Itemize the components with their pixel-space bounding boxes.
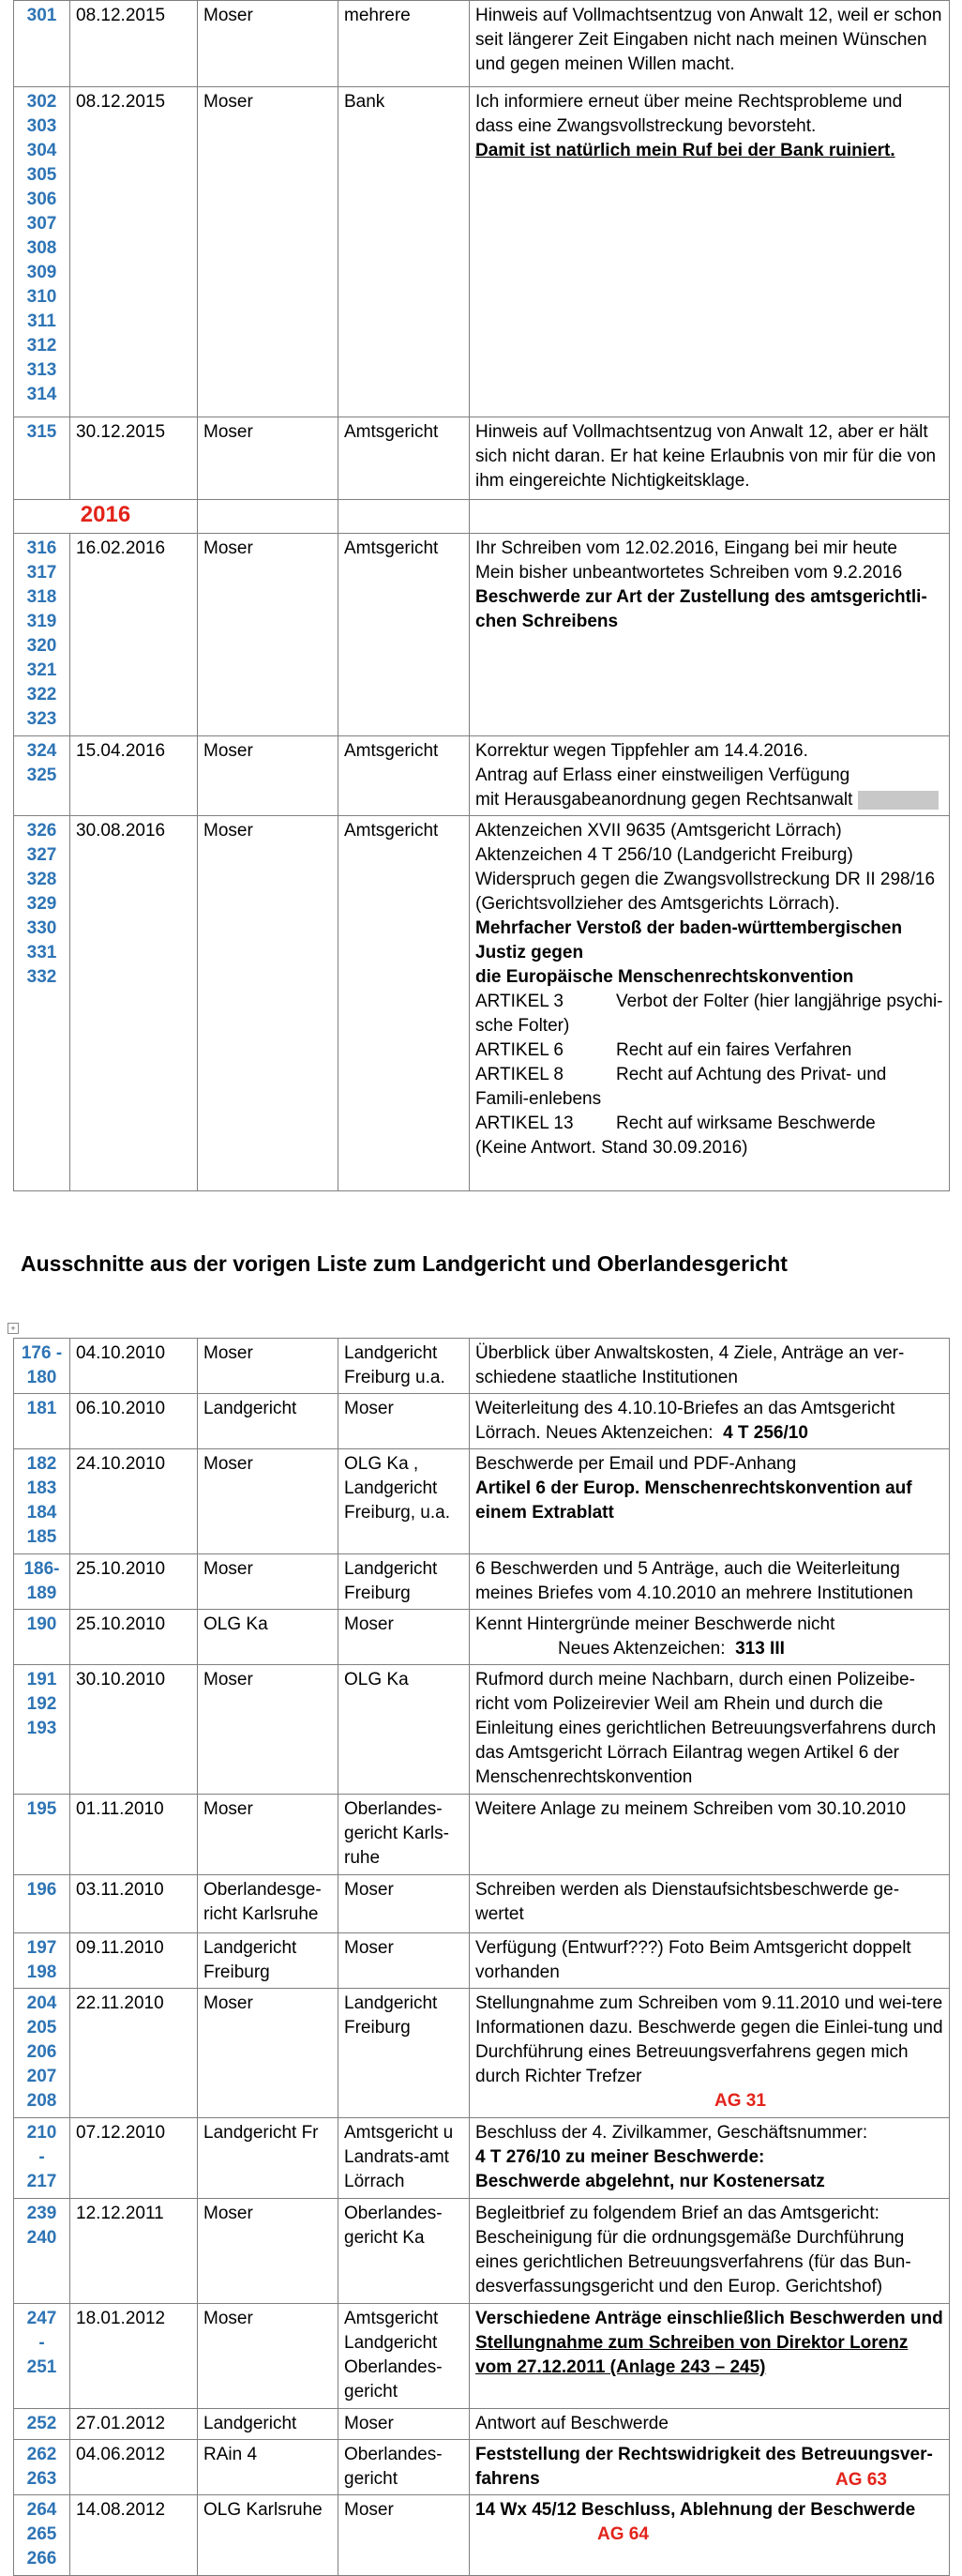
entry-recipient: Amtsgericht Landgericht Oberlandes-gericht xyxy=(338,2304,470,2409)
entry-number: 315 xyxy=(14,417,70,500)
entry-date: 14.08.2012 xyxy=(70,2495,198,2576)
year-label: 2016 xyxy=(14,500,198,534)
entry-date: 04.06.2012 xyxy=(70,2440,198,2495)
entry-recipient: Moser xyxy=(338,1875,470,1933)
entry-date: 27.01.2012 xyxy=(70,2409,198,2440)
entry-content: Hinweis auf Vollmachtsentzug von Anwalt 12, weil er schon seit längerer Zeit Eingaben nicht nach meinen Wünschen und gegen meinen Willen macht. xyxy=(470,1,950,87)
entry-date: 08.12.2015 xyxy=(70,1,198,87)
entry-number: 262 263 xyxy=(14,2440,70,2495)
table-row xyxy=(14,1610,950,1665)
entry-number: 204 205 206 207 208 xyxy=(14,1989,70,2118)
entry-content: Ich informiere erneut über meine Rechtsprobleme und dass eine Zwangsvollstreckung bevorsteht. Damit ist natürlich mein Ruf bei der Bank ruiniert. xyxy=(470,87,950,417)
entry-recipient: Landgericht Freiburg xyxy=(338,1554,470,1610)
table-row xyxy=(14,2409,950,2440)
entry-number: 326 327 328 329 330 331 332 xyxy=(14,816,70,1191)
entry-date: 15.04.2016 xyxy=(70,736,198,816)
empty-cell xyxy=(338,500,470,534)
entry-sender: Moser xyxy=(198,1449,338,1554)
entry-content: Weiterleitung des 4.10.10-Briefes an das Amtsgericht Lörrach. Neues Aktenzeichen: 4 T 256/10 xyxy=(470,1394,950,1449)
entry-sender: Oberlandesge-richt Karlsruhe xyxy=(198,1875,338,1933)
entry-sender: Moser xyxy=(198,1665,338,1795)
table-row xyxy=(14,1795,950,1875)
table-move-handle-icon[interactable]: + xyxy=(8,1323,19,1334)
entry-number: 197 198 xyxy=(14,1933,70,1989)
entry-number: 301 xyxy=(14,1,70,87)
empty-cell xyxy=(198,500,338,534)
register-table-2015-2016 xyxy=(13,0,950,1191)
entry-date: 22.11.2010 xyxy=(70,1989,198,2118)
entry-recipient: Amtsgericht xyxy=(338,736,470,816)
entry-number: 252 xyxy=(14,2409,70,2440)
entry-date: 01.11.2010 xyxy=(70,1795,198,1875)
article-line: ARTIKEL 3 Verbot der Folter (hier langjährige psychi-sche Folter) xyxy=(475,992,943,1036)
entry-date: 16.02.2016 xyxy=(70,534,198,736)
entry-content: Antwort auf Beschwerde xyxy=(470,2409,950,2440)
article-line: ARTIKEL 8 Recht auf Achtung des Privat- und Famili-enlebens xyxy=(475,1065,887,1109)
entry-date: 30.10.2010 xyxy=(70,1665,198,1795)
entry-recipient: Moser xyxy=(338,1610,470,1665)
entry-sender: Moser xyxy=(198,1,338,87)
entry-content: Hinweis auf Vollmachtsentzug von Anwalt 12, aber er hält sich nicht daran. Er hat keine Erlaubnis von mir für die von ihm eingereichte Nichtigkeitsklage. xyxy=(470,417,950,500)
entry-sender: Moser xyxy=(198,87,338,417)
entry-content: Rufmord durch meine Nachbarn, durch einen Polizeibe-richt vom Polizeirevier Weil am Rhein und durch die Einleitung eines gerichtlichen Betreuungsverfahrens durch das Amtsgericht Lörrach Eilantrag wegen Artikel 6 der Menschenrechtskonvention xyxy=(470,1665,950,1795)
entry-sender: OLG Ka xyxy=(198,1610,338,1665)
article-line: ARTIKEL 6 Recht auf ein faires Verfahren xyxy=(475,1040,852,1060)
entry-recipient: Moser xyxy=(338,1933,470,1989)
entry-recipient: Landgericht Freiburg u.a. xyxy=(338,1339,470,1394)
table-row xyxy=(14,2118,950,2199)
entry-recipient: Moser xyxy=(338,2409,470,2440)
entry-recipient: OLG Ka xyxy=(338,1665,470,1795)
entry-content: Ihr Schreiben vom 12.02.2016, Eingang bei mir heute Mein bisher unbeantwortetes Schreiben vom 9.2.2016 Beschwerde zur Art der Zustellung des amtsgerichtli-chen Schreibens xyxy=(470,534,950,736)
year-separator-row xyxy=(14,500,950,534)
entry-number: 324 325 xyxy=(14,736,70,816)
table-row xyxy=(14,1665,950,1795)
entry-date: 25.10.2010 xyxy=(70,1610,198,1665)
table-row xyxy=(14,1933,950,1989)
table-row xyxy=(14,736,950,816)
entry-sender: Landgericht xyxy=(198,2409,338,2440)
table-row xyxy=(14,87,950,417)
annex-tag: AG 64 xyxy=(597,2524,649,2544)
entry-content: Kennt Hintergründe meiner Beschwerde nicht Neues Aktenzeichen: 313 III xyxy=(470,1610,950,1665)
entry-sender: Moser xyxy=(198,1989,338,2118)
entry-recipient: Landgericht Freiburg xyxy=(338,1989,470,2118)
entry-date: 30.08.2016 xyxy=(70,816,198,1191)
entry-recipient: Amtsgericht xyxy=(338,816,470,1191)
entry-sender: Landgericht xyxy=(198,1394,338,1449)
entry-sender: Moser xyxy=(198,816,338,1191)
entry-date: 03.11.2010 xyxy=(70,1875,198,1933)
entry-number: 302 303 304 305 306 307 308 309 310 311 312 313 314 xyxy=(14,87,70,417)
entry-content: Beschwerde per Email und PDF-Anhang Artikel 6 der Europ. Menschenrechtskonvention auf einem Extrablatt xyxy=(470,1449,950,1554)
table-row xyxy=(14,1449,950,1554)
entry-content: Feststellung der Rechtswidrigkeit des Betreuungsver-fahrens AG 63 xyxy=(470,2440,950,2495)
annex-tag: AG 63 xyxy=(835,2470,887,2490)
entry-content: Weitere Anlage zu meinem Schreiben vom 30.10.2010 xyxy=(470,1795,950,1875)
table-row xyxy=(14,1,950,87)
entry-recipient: Bank xyxy=(338,87,470,417)
entry-date: 04.10.2010 xyxy=(70,1339,198,1394)
entry-recipient: Oberlandes-gericht Ka xyxy=(338,2199,470,2304)
entry-sender: Moser xyxy=(198,417,338,500)
entry-number: 210 - 217 xyxy=(14,2118,70,2199)
entry-sender: Moser xyxy=(198,534,338,736)
entry-sender: Moser xyxy=(198,736,338,816)
entry-number: 196 xyxy=(14,1875,70,1933)
annex-tag: AG 31 xyxy=(714,2091,766,2111)
entry-recipient: Amtsgericht xyxy=(338,534,470,736)
entry-content: Verschiedene Anträge einschließlich Beschwerden und Stellungnahme zum Schreiben von Direktor Lorenz vom 27.12.2011 (Anlage 243 – 245) xyxy=(470,2304,950,2409)
entry-recipient: mehrere xyxy=(338,1,470,87)
table-row xyxy=(14,1989,950,2118)
table-row xyxy=(14,2304,950,2409)
entry-sender: RAin 4 xyxy=(198,2440,338,2495)
table-row xyxy=(14,1394,950,1449)
entry-date: 12.12.2011 xyxy=(70,2199,198,2304)
entry-content: Verfügung (Entwurf???) Foto Beim Amtsgericht doppelt vorhanden xyxy=(470,1933,950,1989)
entry-recipient: Amtsgericht u Landrats-amt Lörrach xyxy=(338,2118,470,2199)
entry-sender: Moser xyxy=(198,2199,338,2304)
entry-content: Schreiben werden als Dienstaufsichtsbeschwerde ge-wertet xyxy=(470,1875,950,1933)
table-row xyxy=(14,1339,950,1394)
entry-number: 191 192 193 xyxy=(14,1665,70,1795)
entry-number: 176 - 180 xyxy=(14,1339,70,1394)
table-row xyxy=(14,2440,950,2495)
entry-content: Stellungnahme zum Schreiben vom 9.11.2010 und wei-tere Informationen dazu. Beschwerde gegen die Einlei-tung und Durchführung eines Betreuungsverfahrens gegen mich durch Richter Trefzer AG 31 xyxy=(470,1989,950,2118)
entry-number: 186- 189 xyxy=(14,1554,70,1610)
entry-recipient: Oberlandes-gericht Karls-ruhe xyxy=(338,1795,470,1875)
entry-recipient: Oberlandes-gericht xyxy=(338,2440,470,2495)
entry-date: 07.12.2010 xyxy=(70,2118,198,2199)
table-row xyxy=(14,1554,950,1610)
entry-date: 09.11.2010 xyxy=(70,1933,198,1989)
register-table-landgericht-olg xyxy=(13,1338,950,2576)
entry-sender: Landgericht Fr xyxy=(198,2118,338,2199)
entry-recipient: Moser xyxy=(338,2495,470,2576)
entry-content: Korrektur wegen Tippfehler am 14.4.2016. Antrag auf Erlass einer einstweiligen Verfügung mit Herausgabeanordnung gegen Rechtsanwalt xyxy=(470,736,950,816)
table-row xyxy=(14,417,950,500)
entry-sender: Moser xyxy=(198,1554,338,1610)
empty-cell xyxy=(470,500,950,534)
entry-date: 18.01.2012 xyxy=(70,2304,198,2409)
entry-number: 182 183 184 185 xyxy=(14,1449,70,1554)
entry-content: Überblick über Anwaltskosten, 4 Ziele, Anträge an ver-schiedene staatliche Institutionen xyxy=(470,1339,950,1394)
entry-sender: Moser xyxy=(198,2304,338,2409)
entry-recipient: OLG Ka , Landgericht Freiburg, u.a. xyxy=(338,1449,470,1554)
entry-date: 25.10.2010 xyxy=(70,1554,198,1610)
table-row xyxy=(14,1875,950,1933)
table-row xyxy=(14,534,950,736)
table-row xyxy=(14,816,950,1191)
entry-number: 181 xyxy=(14,1394,70,1449)
entry-sender: Landgericht Freiburg xyxy=(198,1933,338,1989)
redacted-name xyxy=(858,791,939,810)
entry-content: 6 Beschwerden und 5 Anträge, auch die Weiterleitung meines Briefes vom 4.10.2010 an mehrere Institutionen xyxy=(470,1554,950,1610)
entry-recipient: Amtsgericht xyxy=(338,417,470,500)
entry-date: 30.12.2015 xyxy=(70,417,198,500)
entry-recipient: Moser xyxy=(338,1394,470,1449)
entry-sender: Moser xyxy=(198,1339,338,1394)
entry-date: 06.10.2010 xyxy=(70,1394,198,1449)
entry-sender: Moser xyxy=(198,1795,338,1875)
entry-number: 264 265 266 xyxy=(14,2495,70,2576)
entry-date: 24.10.2010 xyxy=(70,1449,198,1554)
entry-number: 195 xyxy=(14,1795,70,1875)
entry-content: Aktenzeichen XVII 9635 (Amtsgericht Lörrach) Aktenzeichen 4 T 256/10 (Landgericht Freiburg) Widerspruch gegen die Zwangsvollstreckung DR II 298/16 (Gerichtsvollzieher des Amtsgerichts Lörrach). Mehrfacher Verstoß der baden-württembergischen Justiz gegen die Europäische Menschenrechtskonvention ARTIKEL 3 Verbot der Folter (hier langjährige psychi-sche Folter) ARTIKEL 6 Recht auf ein faires Verfahren ARTIKEL 8 Recht auf Achtung des Privat- und Famili-enlebens ARTIKEL 13 Recht auf wirksame Beschwerde (Keine Antwort. Stand 30.09.2016) xyxy=(470,816,950,1191)
entry-number: 190 xyxy=(14,1610,70,1665)
entry-sender: OLG Karlsruhe xyxy=(198,2495,338,2576)
entry-number: 247 - 251 xyxy=(14,2304,70,2409)
entry-content: Beschluss der 4. Zivilkammer, Geschäftsnummer: 4 T 276/10 zu meiner Beschwerde: Beschwerde abgelehnt, nur Kostenersatz xyxy=(470,2118,950,2199)
entry-number: 239 240 xyxy=(14,2199,70,2304)
article-line: ARTIKEL 13 Recht auf wirksame Beschwerde xyxy=(475,1114,876,1133)
entry-content: Begleitbrief zu folgendem Brief an das Amtsgericht: Bescheinigung für die ordnungsgemäße Durchführung eines gerichtlichen Betreuungsverfahrens (für das Bun-desverfassungsgericht und den Europ. Gerichtshof) xyxy=(470,2199,950,2304)
entry-content: 14 Wx 45/12 Beschluss, Ablehnung der Beschwerde AG 64 xyxy=(470,2495,950,2576)
table-row xyxy=(14,2199,950,2304)
section-heading: Ausschnitte aus der vorigen Liste zum Landgericht und Oberlandesgericht xyxy=(21,1251,788,1276)
entry-number: 316 317 318 319 320 321 322 323 xyxy=(14,534,70,736)
entry-date: 08.12.2015 xyxy=(70,87,198,417)
